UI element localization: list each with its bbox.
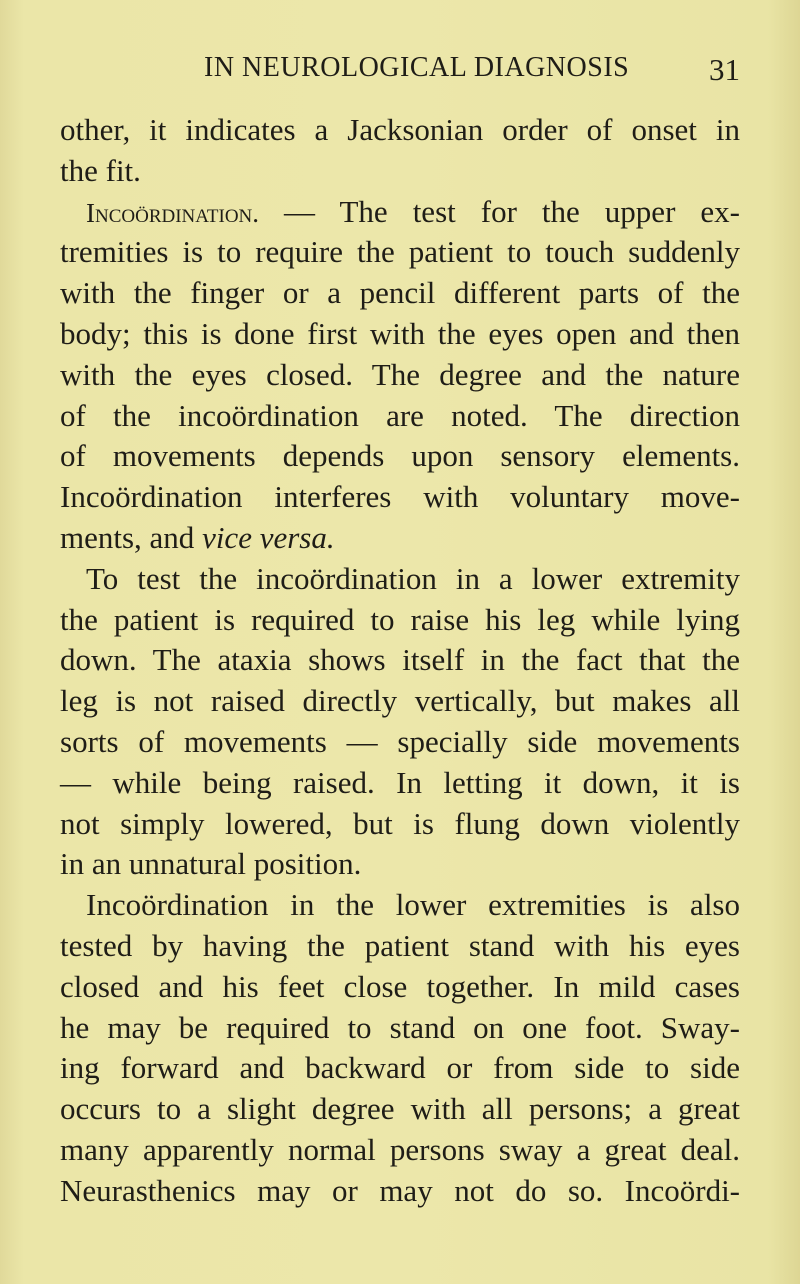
text-line: body; this is done first with the eyes open and then — [60, 315, 740, 351]
text-line: tested by having the patient stand with his eyes — [60, 927, 740, 963]
text-line: with the eyes closed. The degree and the nature — [60, 356, 740, 392]
text-line — [60, 192, 740, 233]
running-head: IN NEUROLOGICAL DIAGNOSIS — [204, 52, 630, 83]
text-line: with the finger or a pencil different parts of the — [60, 275, 740, 311]
text-line: of the incoördination are noted. The direction — [60, 397, 740, 433]
text-line: occurs to a slight degree with all persons; a great — [60, 1091, 740, 1127]
italic-phrase: vice versa. — [202, 519, 335, 555]
section-heading: Incoördination. — [86, 197, 260, 228]
page-header — [60, 52, 740, 92]
text-run: ments, and — [60, 519, 203, 555]
text-line: To test the incoördination in a lower extremity — [86, 560, 740, 596]
text-line: not simply lowered, but is flung down violently — [60, 805, 740, 841]
text-line: down. The ataxia shows itself in the fact that the — [60, 642, 740, 678]
text-line: leg is not raised directly vertically, but makes all — [60, 683, 740, 719]
text-line: he may be required to stand on one foot. Sway- — [60, 1009, 740, 1045]
text-line: Incoördination interferes with voluntary move- — [60, 479, 740, 515]
text-line: in an unnatural position. — [60, 846, 362, 882]
text-run: — The test for the upper ex- — [259, 193, 740, 229]
body-text — [60, 110, 740, 1212]
text-line: ing forward and backward or from side to side — [60, 1050, 740, 1086]
text-line — [60, 518, 740, 559]
page-number: 31 — [709, 52, 740, 87]
text-line: the patient is required to raise his leg while lying — [60, 601, 740, 637]
text-line: the fit. — [60, 152, 141, 188]
text-line: tremities is to require the patient to touch suddenly — [60, 234, 740, 270]
text-line: closed and his feet close together. In mild cases — [60, 968, 740, 1004]
text-line: Incoördination in the lower extremities is also — [86, 887, 740, 923]
text-line: many apparently normal persons sway a great deal. — [60, 1131, 740, 1167]
text-line: — while being raised. In letting it down, it is — [60, 764, 740, 800]
text-line: sorts of movements — specially side movements — [60, 723, 740, 759]
text-line: Neurasthenics may or may not do so. Incoördi- — [60, 1172, 740, 1208]
text-line: of movements depends upon sensory elements. — [60, 438, 740, 474]
text-line: other, it indicates a Jacksonian order of onset in — [60, 112, 740, 147]
